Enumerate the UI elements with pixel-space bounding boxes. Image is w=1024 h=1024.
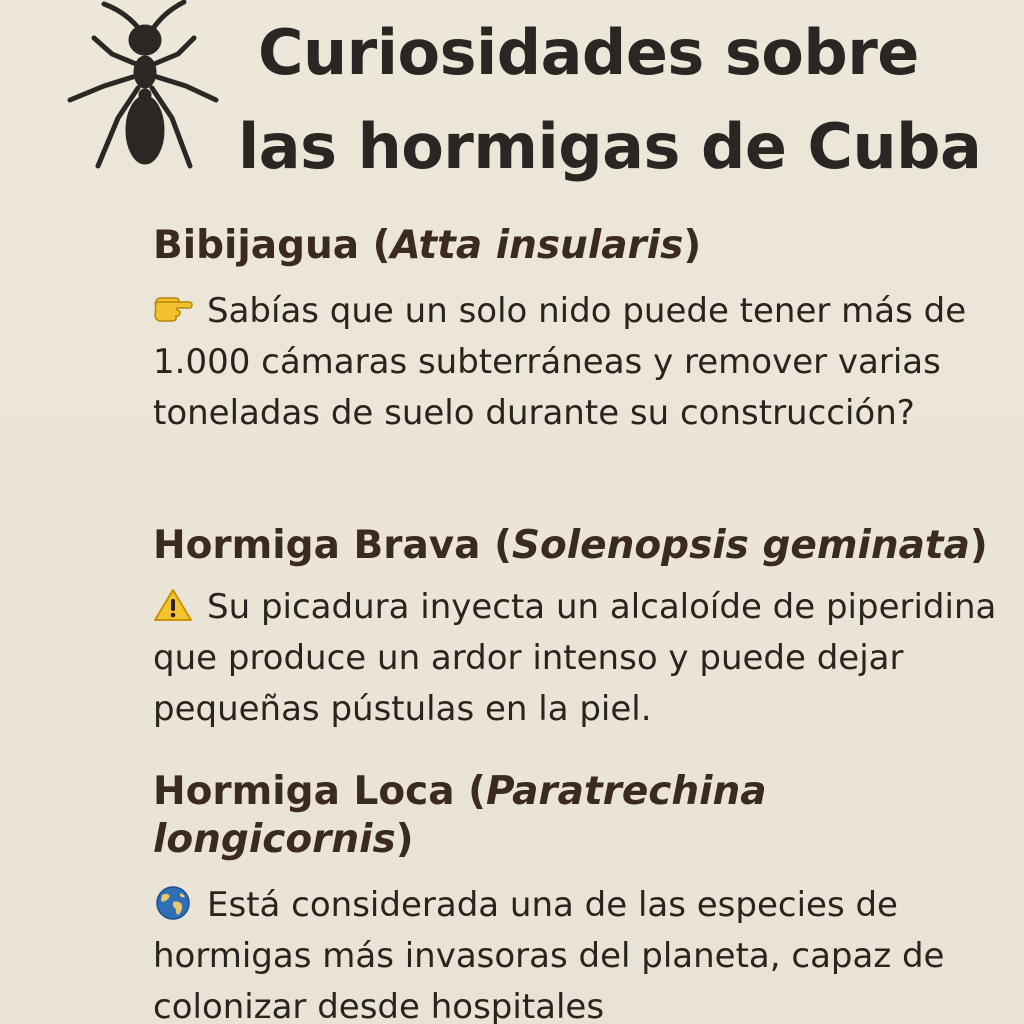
entry-text-body: Su picadura inyecta un alcaloíde de piperidina que produce un ardor intenso y puede dejar pequeñas pústulas en la piel.	[153, 587, 997, 729]
entry-text-hormiga-loca	[153, 880, 1013, 1024]
entry-text-hormiga-brava	[153, 582, 1013, 735]
entry-heading-hormiga-brava	[153, 522, 1013, 570]
entry-scientific-name: Paratrechina longicornis	[153, 769, 767, 862]
entry-paren-open: (	[480, 523, 512, 568]
entry-paren-open: (	[454, 769, 486, 814]
title-line-1: Curiosidades sobre	[258, 16, 919, 89]
entry-scientific-name: Atta insularis	[390, 223, 684, 268]
entry-paren-open: (	[359, 223, 391, 268]
entry-heading-bibijagua	[153, 222, 1013, 270]
pointing-hand-icon	[153, 292, 193, 326]
title-line-2: las hormigas de Cuba	[238, 110, 982, 183]
entry-heading-hormiga-loca	[153, 768, 1013, 864]
warning-icon	[153, 588, 193, 622]
entry-paren-close: )	[683, 223, 702, 268]
entry-common-name: Hormiga Brava	[153, 523, 481, 568]
entry-common-name: Hormiga Loca	[153, 769, 455, 814]
entry-paren-close: )	[969, 523, 988, 568]
entry-scientific-name: Solenopsis geminata	[511, 523, 970, 568]
page-title	[238, 6, 1008, 194]
entry-text-body: Está considerada una de las especies de hormigas más invasoras del planeta, capaz de colonizar desde hospitales	[153, 885, 945, 1024]
globe-icon	[153, 886, 193, 920]
entry-common-name: Bibijagua	[153, 223, 360, 268]
entry-paren-close: )	[395, 817, 414, 862]
entry-text-body: Sabías que un solo nido puede tener más de 1.000 cámaras subterráneas y remover varias toneladas de suelo durante su construcción?	[153, 291, 967, 433]
ant-icon	[64, 0, 220, 172]
entry-text-bibijagua	[153, 286, 1013, 439]
